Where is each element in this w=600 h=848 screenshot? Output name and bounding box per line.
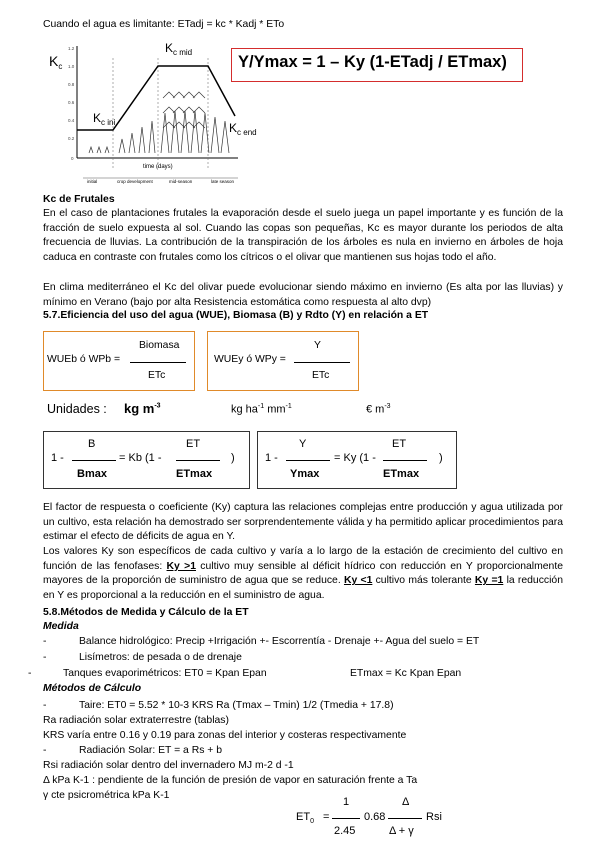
et0-den1: 2.45 bbox=[334, 825, 356, 837]
stage-label: late season bbox=[211, 179, 235, 184]
wue-yield-den: ETc bbox=[312, 370, 330, 381]
bullet-dash: - bbox=[43, 745, 47, 756]
medida-heading: Medida bbox=[43, 621, 79, 632]
et0-tail: Rsi bbox=[426, 811, 442, 823]
bullet-dash: - bbox=[43, 700, 47, 711]
bullet-dash: - bbox=[28, 668, 32, 679]
et0-num1: 1 bbox=[343, 796, 350, 808]
wue-yield-lhs: WUEy ó WPy = bbox=[214, 354, 286, 365]
calc-taire: Taire: ET0 = 5.52 * 10-3 KRS Ra (Tmax – Tmin) 1/2 (Tmedia + 17.8) bbox=[79, 700, 394, 711]
kc-curve-svg bbox=[43, 38, 257, 194]
wue-biomass-den: ETc bbox=[148, 370, 166, 381]
kc-frutales-p2: En clima mediterráneo el Kc del olivar puede evolucionar siendo máximo en invierno (Es alta por las lluvias) y mínimo en Verano (bajo por alta Resistencia estomática como respuesta al alto dvp) bbox=[43, 282, 563, 308]
y-tick: 1.2 bbox=[68, 46, 75, 51]
bullet-dash: - bbox=[43, 636, 47, 647]
calc-gamma: γ cte psicrométrica kPa K-1 bbox=[43, 790, 170, 801]
eq-y-num: Y bbox=[299, 438, 307, 450]
eq-b-one: 1 - bbox=[51, 452, 64, 464]
eq-y-one: 1 - bbox=[265, 452, 278, 464]
stage-label: mid-season bbox=[169, 179, 193, 184]
y-tick: 0.8 bbox=[68, 82, 75, 87]
et0-lhs: $ET_0$ bbox=[296, 811, 314, 826]
stage-label: initial bbox=[87, 179, 98, 184]
calc-ra: Ra radiación solar extraterrestre (tablas) bbox=[43, 715, 229, 726]
kc-end-label: $K_{c end}$ bbox=[229, 121, 257, 137]
kc-ini-label: $K_{c ini}$ bbox=[93, 111, 116, 127]
kc-curve-figure bbox=[43, 38, 257, 194]
eq-y-num2: ET bbox=[392, 438, 407, 450]
eq-y-den2: ETmax bbox=[383, 468, 420, 480]
ky-paragraph-2: Los valores Ky son específicos de cada cultivo y varía a lo largo de la estación de crecimiento del cultivo en función de las fenofases: Ky >1 cultivo muy sensible al déficit hídrico con reducción en Y proporcionalmente mayores de la proporción de suministro de agua que se reduce. Ky <1 cultivo más tolerante Ky =1 la reducción en Y es proporcional a la reducción en el suministro de agua. bbox=[43, 546, 563, 601]
units-label: Unidades : bbox=[47, 402, 107, 416]
kc-frutales-title: Kc de Frutales bbox=[43, 194, 115, 205]
y-tick: 0 bbox=[71, 156, 74, 161]
bullet-dash: - bbox=[43, 652, 47, 663]
kc-axis-label: $K_c$ bbox=[49, 53, 63, 71]
wue-yield-box bbox=[207, 331, 359, 391]
eq-y-close: ) bbox=[439, 452, 443, 464]
eq-b-num: B bbox=[88, 438, 96, 450]
kc-frutales-p1: En el caso de plantaciones frutales la evaporación desde el suelo juega un papel importante y es función de la fracción de suelo expuesta al sol. Cuando las copas son pequeñas, Kc es mayor durante los periodos de alta frecuencia de lluvias. La contribución de la transpiración de los árboles es nula en invierno en árboles de hoja caduca en contraste con frutales como los cítricos o el olivar que mantienen sus hojas todo el año. bbox=[43, 208, 563, 263]
fraction-bar bbox=[294, 362, 350, 363]
et0-mid: 0.68 bbox=[364, 811, 386, 823]
stage-label: crop development bbox=[117, 179, 153, 184]
y-tick: 0.4 bbox=[68, 118, 75, 123]
y-tick: 0.2 bbox=[68, 136, 75, 141]
et0-equation bbox=[296, 795, 456, 843]
fraction-bar bbox=[388, 818, 422, 819]
method-balance: Balance hidrológico: Precip +Irrigación +- Escorrentía - Drenaje +- Agua del suelo = ET bbox=[79, 636, 480, 647]
calc-krs: KRS varía entre 0.16 y 0.19 para zonas del interior y costeras respectivamente bbox=[43, 730, 407, 741]
wue-yield-num: Y bbox=[314, 340, 321, 351]
method-lysimeter: Lisímetros: de pesada o de drenaje bbox=[79, 652, 242, 663]
units-money: € $m^{-3}$ bbox=[366, 403, 391, 416]
yield-formula-box bbox=[231, 48, 523, 82]
eq-y-mid: = Ky (1 - bbox=[334, 452, 376, 464]
wue-biomass-num: Biomasa bbox=[139, 340, 180, 351]
method-pan-etmax: ETmax = Kc Kpan Epan bbox=[350, 668, 462, 679]
eq-b-close: ) bbox=[231, 452, 235, 464]
fraction-bar bbox=[130, 362, 186, 363]
method-pan: Tanques evaporimétricos: ET0 = Kpan Epan bbox=[63, 668, 267, 679]
et0-equals: = bbox=[323, 811, 330, 823]
yield-formula: Y/Ymax = 1 – Ky (1-ETadj / ETmax) bbox=[238, 53, 507, 71]
calc-delta: Δ kPa K-1 : pendiente de la función de presión de vapor en saturación frente a Ta bbox=[43, 775, 418, 786]
eq-b-num2: ET bbox=[186, 438, 201, 450]
section-58-title: 5.8.Métodos de Medida y Cálculo de la ET bbox=[43, 607, 249, 618]
y-tick: 0.6 bbox=[68, 100, 75, 105]
x-axis-label: time (days) bbox=[143, 164, 173, 170]
ky-paragraph-1: El factor de respuesta o coeficiente (Ky) captura las relaciones complejas entre producción y agua utilizada por un cultivo, esta relación ha demostrado ser sorprendentemente válida y ha permitido aplicar procedimientos para estimar el efecto de déficits de agua en Y. bbox=[43, 502, 563, 543]
units-biomass: kg $m^{-3}$ bbox=[124, 401, 161, 416]
fraction-bar bbox=[332, 818, 360, 819]
et0-num2: Δ bbox=[402, 796, 410, 808]
et0-den2: Δ + γ bbox=[389, 825, 414, 837]
calc-radiation: Radiación Solar: ET = a Rs + b bbox=[79, 745, 223, 756]
yield-ratio-box bbox=[257, 431, 457, 489]
calc-rsi: Rsi radiación solar dentro del invernadero MJ m-2 d -1 bbox=[43, 760, 294, 771]
kc-mid-label: $K_{c mid}$ bbox=[165, 41, 193, 57]
eq-y-den: Ymax bbox=[290, 468, 320, 480]
eq-b-den: Bmax bbox=[77, 468, 107, 480]
units-yield: kg $ha^{-1}$ $mm^{-1}$ bbox=[231, 403, 292, 416]
biomass-ratio-box bbox=[43, 431, 250, 489]
calculo-heading: Métodos de Cálculo bbox=[43, 683, 142, 694]
header-line: Cuando el agua es limitante: ETadj = kc * Kadj * ETo bbox=[43, 19, 285, 30]
y-tick: 1.0 bbox=[68, 64, 75, 69]
eq-b-mid: = Kb (1 - bbox=[119, 452, 162, 464]
section-57-title: 5.7.Eficiencia del uso del agua (WUE), Biomasa (B) y Rdto (Y) en relación a ET bbox=[43, 310, 429, 321]
wue-biomass-lhs: WUEb ó WPb = bbox=[47, 354, 121, 365]
wue-biomass-box bbox=[43, 331, 195, 391]
eq-b-den2: ETmax bbox=[176, 468, 213, 480]
